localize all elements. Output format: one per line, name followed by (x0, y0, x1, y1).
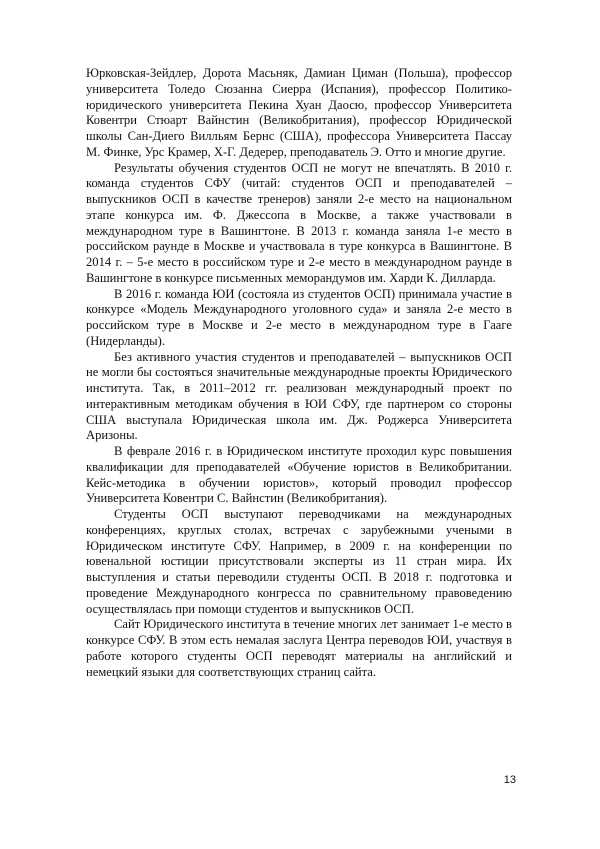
paragraph: Результаты обучения студентов ОСП не могут не впечатлять. В 2010 г. команда студентов СФУ (читай: студентов ОСП и преподавателей – выпускников ОСП в качестве тренеров) заняли 2-е место на национальном этапе конкурса им. Ф. Джессопа в Москве, а также участвовали в международном туре в Вашингтоне. В 2013 г. команда заняла 1-е место в российском раунде в Москве и участвовала в туре конкурса в Вашингтоне. В 2014 г. – 5-е место в российском туре и 2-е место в международном раунде в Вашингтоне в конкурсе письменных меморандумов им. Харди К. Дилларда. (86, 160, 512, 285)
body-text (86, 66, 512, 680)
page-number: 13 (503, 774, 516, 786)
paragraph: В феврале 2016 г. в Юридическом институте проходил курс повышения квалификации для преподавателей «Обучение юристов в Великобритании. Кейс-методика в обучении юристов», который проводил профессор Университета Ковентри С. Вайнстин (Великобритания). (86, 444, 512, 506)
paragraph: Сайт Юридического института в течение многих лет занимает 1-е место в конкурсе СФУ. В этом есть немалая заслуга Центра переводов ЮИ, участвуя в работе которого студенты ОСП переводят материалы на английский и немецкий языки для соответствующих страниц сайта. (86, 617, 512, 679)
paragraph: Юрковская-Зейдлер, Дорота Масьняк, Дамиан Циман (Польша), профессор университета Толедо Сюзанна Сиерра (Испания), профессор Политико-юридического университета Пекина Хуан Даосю, профессор Университета Ковентри Стюарт Вайнстин (Великобритания), профессор Юридической школы Сан-Диего Вилльям Бернс (США), профессора Университета Пассау М. Финке, Урс Крамер, Х-Г. Дедерер, преподаватель Э. Отто и многие другие. (86, 66, 512, 159)
paragraph: В 2016 г. команда ЮИ (состояла из студентов ОСП) принимала участие в конкурсе «Модель Международного уголовного суда» и заняла 2-е место в российском туре в Москве и 2-е место в международном туре в Гааге (Нидерланды). (86, 286, 512, 348)
paragraph: Без активного участия студентов и преподавателей – выпускников ОСП не могли бы состояться значительные международные проекты Юридического института. Так, в 2011–2012 гг. реализован международный проект по интерактивным методикам обучения в ЮИ СФУ, где партнером со стороны США выступала Юридическая школа им. Дж. Роджерса Университета Аризоны. (86, 349, 512, 443)
paragraph: Студенты ОСП выступают переводчиками на международных конференциях, круглых столах, встречах с зарубежными учеными в Юридическом институте СФУ. Например, в 2009 г. на конференции по ювенальной юстиции присутствовали эксперты из 11 стран мира. Их выступления и статьи переводили студенты ОСП. В 2018 г. подготовка и проведение Международного конгресса по сравнительному правоведению осуществлялась при помощи студентов и выпускников ОСП. (86, 507, 512, 616)
